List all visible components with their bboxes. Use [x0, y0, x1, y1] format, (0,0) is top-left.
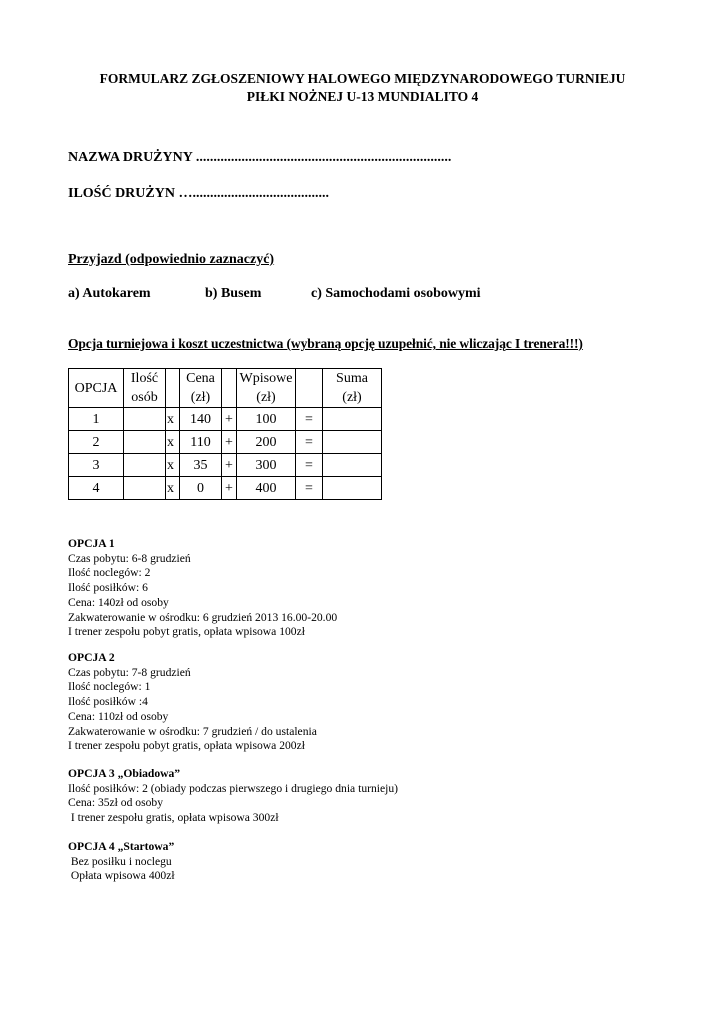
option-2-line: Cena: 110zł od osoby: [68, 709, 169, 723]
option-1-line: Czas pobytu: 6-8 grudzień: [68, 551, 191, 565]
header-ilosc: Ilość osób: [124, 369, 166, 408]
cell-multiply: x: [166, 408, 180, 431]
cell-equals: =: [296, 431, 323, 454]
arrival-option-coach[interactable]: a) Autokarem: [68, 286, 151, 301]
team-name-field[interactable]: NAZWA DRUŻYNY .........................................................................: [68, 150, 452, 165]
option-3-line: Cena: 35zł od osoby: [68, 796, 163, 810]
cell-equals: =: [296, 477, 323, 500]
option-1-details: [68, 537, 708, 640]
option-1-line: I trener zespołu pobyt gratis, opłata wpisowa 100zł: [68, 625, 305, 639]
option-3-details: [68, 767, 708, 826]
cell-opcja: 3: [69, 454, 124, 477]
cell-ilosc-input[interactable]: [124, 454, 166, 477]
cell-plus: +: [222, 408, 237, 431]
cell-ilosc-input[interactable]: [124, 408, 166, 431]
cell-opcja: 1: [69, 408, 124, 431]
option-4-line: Opłata wpisowa 400zł: [68, 869, 175, 883]
cell-suma-input[interactable]: [323, 454, 382, 477]
cell-wpisowe: 100: [237, 408, 296, 431]
arrival-heading: Przyjazd (odpowiednio zaznaczyć): [68, 252, 275, 267]
option-3-line: Ilość posiłków: 2 (obiady podczas pierwszego i drugiego dnia turnieju): [68, 781, 399, 795]
option-1-title: OPCJA 1: [68, 537, 115, 550]
options-table: [68, 368, 382, 500]
cell-cena: 110: [180, 431, 222, 454]
header-suma: Suma (zł): [323, 369, 382, 408]
option-3-title: OPCJA 3 „Obiadowa”: [68, 767, 181, 780]
cell-cena: 35: [180, 454, 222, 477]
header-blank-eq: [296, 369, 323, 408]
header-opcja: OPCJA: [69, 369, 124, 408]
cell-plus: +: [222, 454, 237, 477]
form-title-line-1: FORMULARZ ZGŁOSZENIOWY HALOWEGO MIĘDZYNARODOWEGO TURNIEJU: [99, 71, 626, 86]
cell-plus: +: [222, 431, 237, 454]
cell-wpisowe: 400: [237, 477, 296, 500]
options-heading: Opcja turniejowa i koszt uczestnictwa (wybraną opcję uzupełnić, nie wliczając I trenera!!!): [68, 336, 583, 351]
cell-multiply: x: [166, 477, 180, 500]
cell-multiply: x: [166, 454, 180, 477]
team-count-field[interactable]: ILOŚĆ DRUŻYN ….......................................: [68, 186, 329, 201]
form-title-line-2: PIŁKI NOŻNEJ U-13 MUNDIALITO 4: [246, 89, 479, 104]
header-blank-x: [166, 369, 180, 408]
option-4-title: OPCJA 4 „Startowa”: [68, 840, 175, 853]
table-row: [69, 431, 382, 454]
header-cena: Cena (zł): [180, 369, 222, 408]
option-1-line: Ilość noclegów: 2: [68, 566, 151, 580]
option-2-line: Zakwaterowanie w ośrodku: 7 grudzień / do ustalenia: [68, 724, 317, 738]
cell-ilosc-input[interactable]: [124, 477, 166, 500]
cell-multiply: x: [166, 431, 180, 454]
cell-suma-input[interactable]: [323, 408, 382, 431]
cell-wpisowe: 300: [237, 454, 296, 477]
table-row: [69, 454, 382, 477]
cell-equals: =: [296, 408, 323, 431]
option-2-line: Ilość noclegów: 1: [68, 680, 151, 694]
option-4-details: [68, 840, 708, 884]
cell-plus: +: [222, 477, 237, 500]
option-2-title: OPCJA 2: [68, 651, 115, 664]
table-row: [69, 408, 382, 431]
arrival-option-bus[interactable]: b) Busem: [205, 286, 262, 301]
option-2-details: [68, 651, 708, 754]
cell-opcja: 2: [69, 431, 124, 454]
cell-wpisowe: 200: [237, 431, 296, 454]
option-1-line: Zakwaterowanie w ośrodku: 6 grudzień 2013 16.00-20.00: [68, 610, 338, 624]
option-1-line: Cena: 140zł od osoby: [68, 595, 169, 609]
option-3-line: I trener zespołu gratis, opłata wpisowa 300zł: [68, 811, 279, 825]
header-wpisowe: Wpisowe (zł): [237, 369, 296, 408]
cell-ilosc-input[interactable]: [124, 431, 166, 454]
cell-opcja: 4: [69, 477, 124, 500]
cell-cena: 140: [180, 408, 222, 431]
option-2-line: Czas pobytu: 7-8 grudzień: [68, 665, 191, 679]
option-2-line: Ilość posiłków :4: [68, 695, 148, 709]
table-header-row: [69, 369, 382, 408]
cell-cena: 0: [180, 477, 222, 500]
cell-suma-input[interactable]: [323, 431, 382, 454]
cell-equals: =: [296, 454, 323, 477]
option-1-line: Ilość posiłków: 6: [68, 581, 148, 595]
arrival-option-cars[interactable]: c) Samochodami osobowymi: [311, 286, 481, 301]
table-row: [69, 477, 382, 500]
option-4-line: Bez posiłku i noclegu: [68, 854, 172, 868]
option-2-line: I trener zespołu pobyt gratis, opłata wpisowa 200zł: [68, 739, 305, 753]
cell-suma-input[interactable]: [323, 477, 382, 500]
header-blank-plus: [222, 369, 237, 408]
